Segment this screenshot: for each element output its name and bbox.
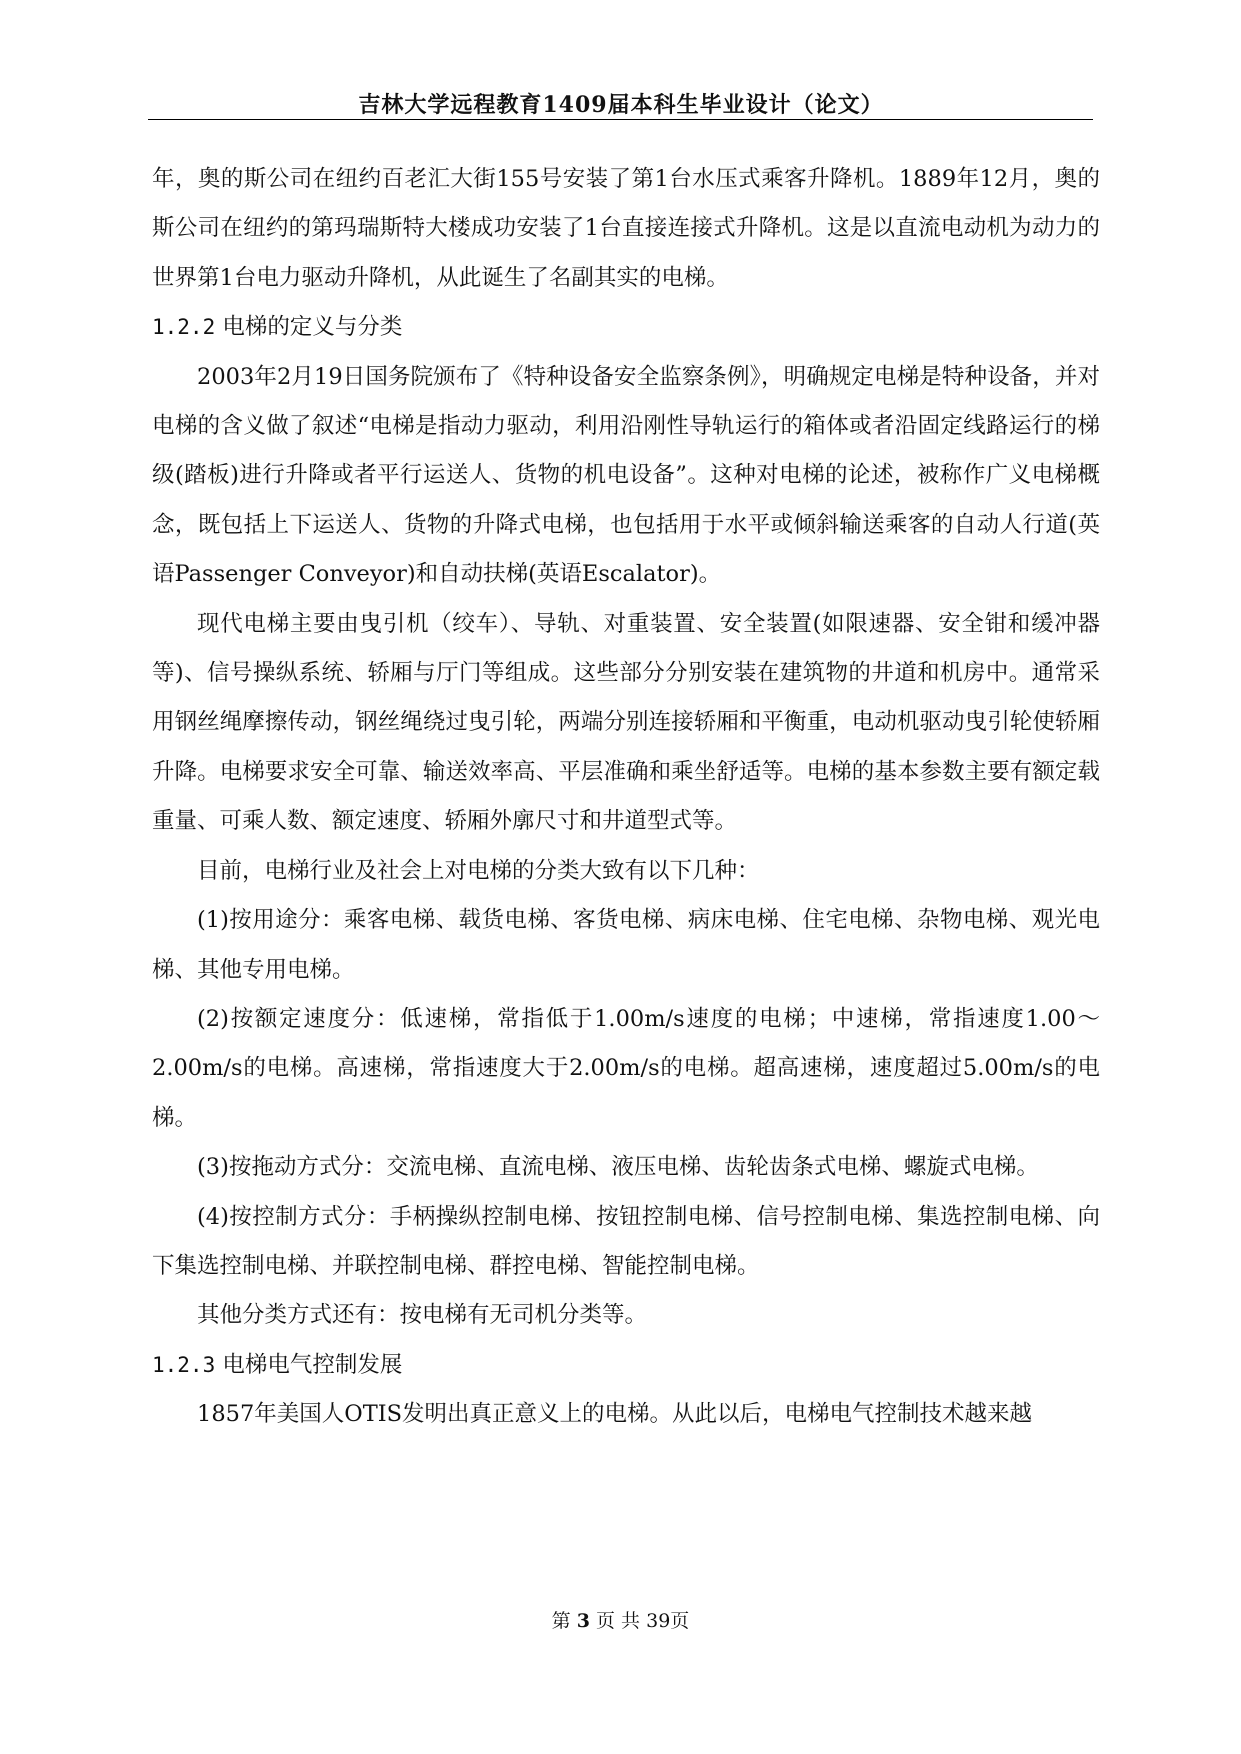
page-number: 3 — [576, 1610, 590, 1632]
section-title: 电梯的定义与分类 — [222, 314, 403, 341]
section-heading-1-2-3 — [152, 1341, 1100, 1390]
paragraph-classes-intro: 目前，电梯行业及社会上对电梯的分类大致有以下几种： — [197, 857, 760, 884]
section-title: 电梯电气控制发展 — [222, 1351, 403, 1378]
section-heading-1-2-2 — [152, 303, 1100, 352]
footer-middle: 页 共 — [596, 1610, 641, 1632]
paragraph-other: 其他分类方式还有：按电梯有无司机分类等。 — [197, 1302, 648, 1329]
paragraph-history: 1857年美国人OTIS发明出真正意义上的电梯。从此以后，电梯电气控制技术越来越 — [197, 1401, 1033, 1428]
page-total: 39 — [646, 1610, 671, 1632]
page-header-title: 吉林大学远程教育1409届本科生毕业设计（论文） — [358, 92, 884, 118]
header-divider — [148, 119, 1093, 120]
paragraph-continued: 年，奥的斯公司在纽约百老汇大街155号安装了第1台水压式乘客升降机。1889年12月，奥的斯公司在纽约的第玛瑞斯特大楼成功安装了1台直接连接式升降机。这是以直流电动机为动力的世界第1台电力驱动升降机，从此诞生了名副其实的电梯。 — [152, 166, 1100, 291]
footer-prefix: 第 — [551, 1610, 571, 1632]
class-item-2: (2)按额定速度分：低速梯，常指低于1.00m/s速度的电梯；中速梯，常指速度1.00～2.00m/s的电梯。高速梯，常指速度大于2.00m/s的电梯。超高速梯，速度超过5.00m/s的电梯。 — [152, 1005, 1100, 1131]
section-number: 1.2.2 — [152, 315, 216, 340]
paragraph-definition: 2003年2月19日国务院颁布了《特种设备安全监察条例》，明确规定电梯是特种设备，并对电梯的含义做了叙述“电梯是指动力驱动，利用沿刚性导轨运行的箱体或者沿固定线路运行的梯级(踏板)进行升降或者平行运送人、货物的机电设备”。这种对电梯的论述，被称作广义电梯概念，既包括上下运送人、货物的升降式电梯，也包括用于水平或倾斜输送乘客的自动人行道(英语Passenger Conveyor)和自动扶梯(英语Escalator)。 — [152, 363, 1100, 588]
class-item-1: (1)按用途分：乘客电梯、载货电梯、客货电梯、病床电梯、住宅电梯、杂物电梯、观光电梯、其他专用电梯。 — [152, 907, 1100, 983]
footer-suffix: 页 — [670, 1610, 690, 1632]
page-footer — [0, 1606, 1241, 1633]
paragraph-components: 现代电梯主要由曳引机（绞车）、导轨、对重装置、安全装置(如限速器、安全钳和缓冲器等)、信号操纵系统、轿厢与厅门等组成。这些部分分别安装在建筑物的井道和机房中。通常采用钢丝绳摩擦传动，钢丝绳绕过曳引轮，两端分别连接轿厢和平衡重，电动机驱动曳引轮使轿厢升降。电梯要求安全可靠、输送效率高、平层准确和乘坐舒适等。电梯的基本参数主要有额定载重量、可乘人数、额定速度、轿厢外廓尺寸和井道型式等。 — [152, 610, 1100, 835]
section-number: 1.2.3 — [152, 1352, 216, 1377]
class-item-3: (3)按拖动方式分：交流电梯、直流电梯、液压电梯、齿轮齿条式电梯、螺旋式电梯。 — [197, 1154, 1039, 1181]
page-body — [152, 155, 1100, 1440]
class-item-4: (4)按控制方式分：手柄操纵控制电梯、按钮控制电梯、信号控制电梯、集选控制电梯、向下集选控制电梯、并联控制电梯、群控电梯、智能控制电梯。 — [152, 1203, 1100, 1279]
